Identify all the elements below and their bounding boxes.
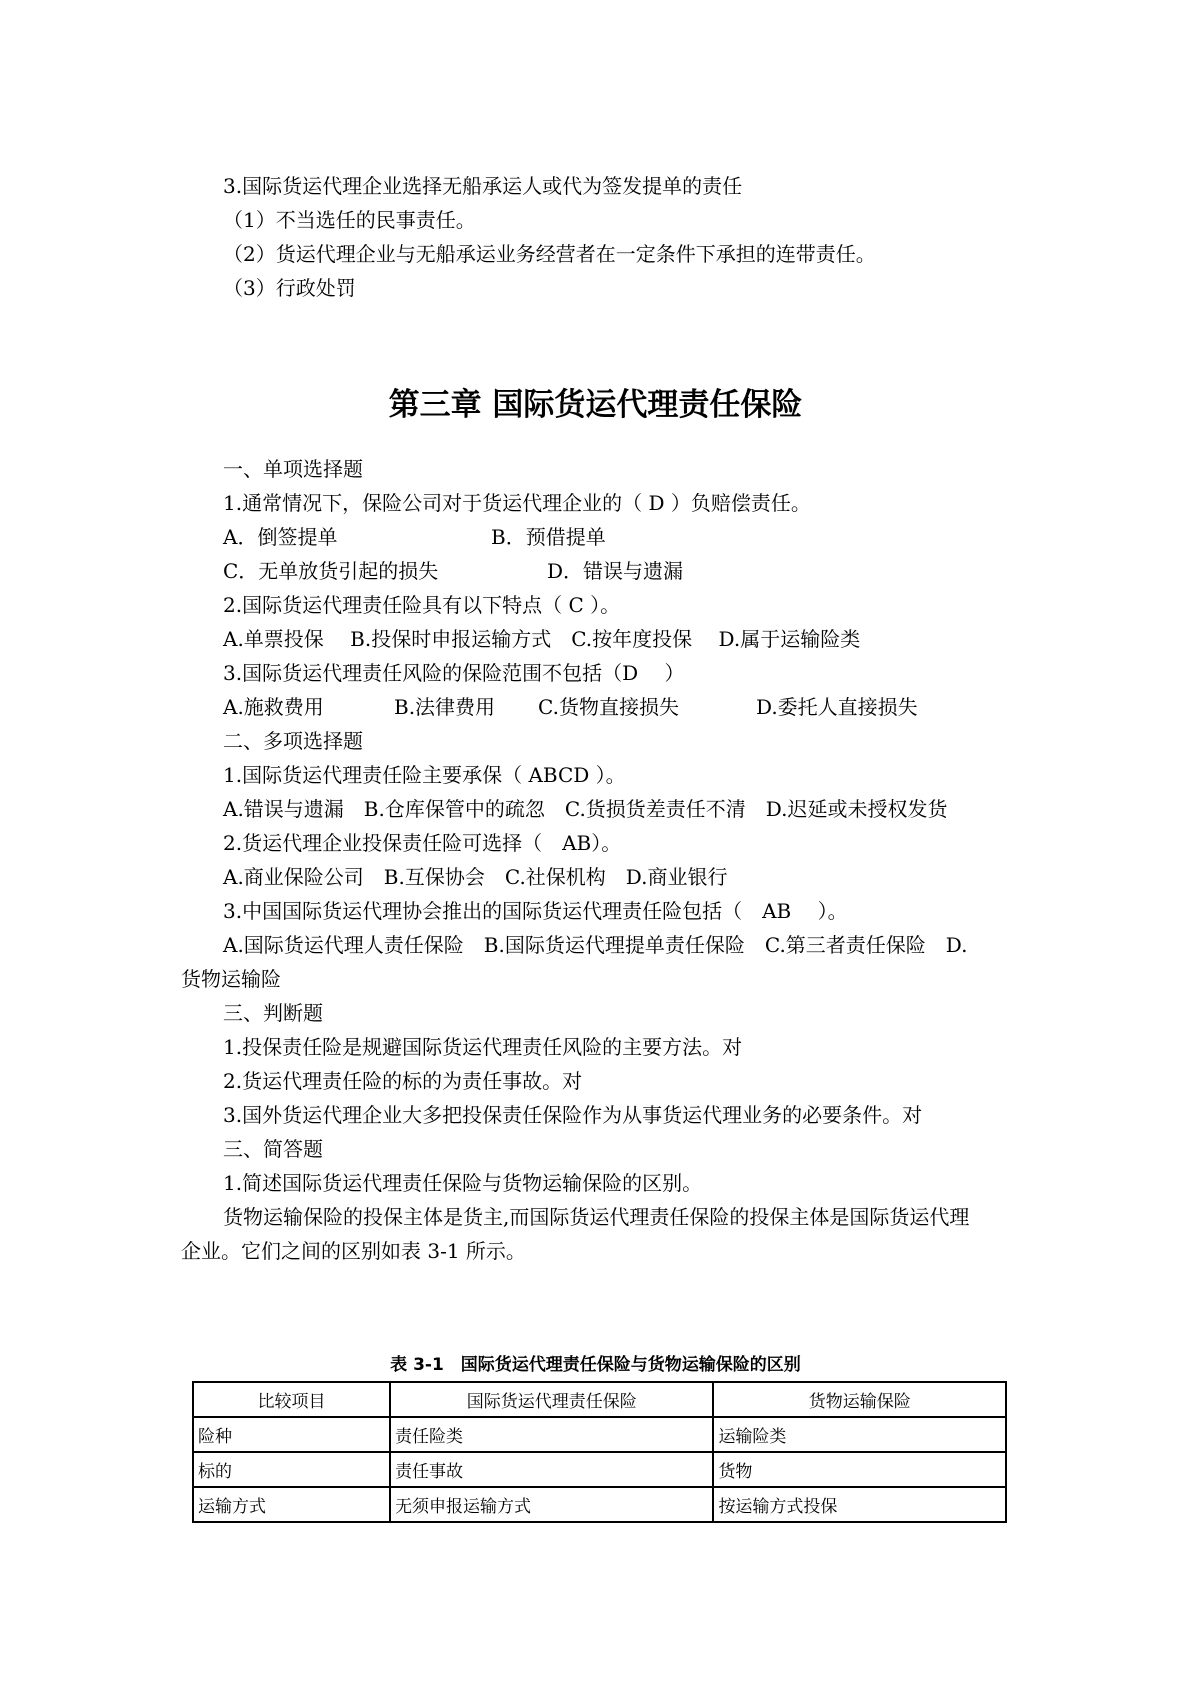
option-b: B.法律费用 <box>394 695 496 719</box>
table-cell: 按运输方式投保 <box>713 1487 1006 1522</box>
table-cell: 运输方式 <box>193 1487 390 1522</box>
options-line: A.错误与遗漏 B.仓库保管中的疏忽 C.货损货差责任不清 D.迟延或未授权发货 <box>223 797 948 821</box>
table-cell: 险种 <box>193 1417 390 1452</box>
comparison-table <box>192 1381 1007 1523</box>
answer-paragraph-line: 货物运输保险的投保主体是货主,而国际货运代理责任保险的投保主体是国际货运代理 <box>223 1205 970 1229</box>
table-header-cell: 国际货运代理责任保险 <box>390 1382 713 1417</box>
options-line-continued: 货物运输险 <box>181 967 281 991</box>
table-cell: 运输险类 <box>713 1417 1006 1452</box>
section-heading-single-choice: 一、单项选择题 <box>223 457 363 481</box>
statement-text: 2.货运代理责任险的标的为责任事故。对 <box>223 1069 583 1093</box>
option-d: D．错误与遗漏 <box>547 559 684 583</box>
question-text: 1.国际货运代理责任险主要承保（ ABCD ）。 <box>223 763 626 787</box>
table-header-cell: 货物运输保险 <box>713 1382 1006 1417</box>
question-text: 2.货运代理企业投保责任险可选择（ AB）。 <box>223 831 622 855</box>
chapter-title: 第三章 国际货运代理责任保险 <box>388 387 803 423</box>
table-cell: 标的 <box>193 1452 390 1487</box>
question-text: 2.国际货运代理责任险具有以下特点（ C ）。 <box>223 593 621 617</box>
table-cell: 货物 <box>713 1452 1006 1487</box>
options-line: A.商业保险公司 B.互保协会 C.社保机构 D.商业银行 <box>223 865 728 889</box>
option-a: A.施救费用 <box>223 695 324 719</box>
statement-text: 1.投保责任险是规避国际货运代理责任风险的主要方法。对 <box>223 1035 743 1059</box>
top-line-3: （2）货运代理企业与无船承运业务经营者在一定条件下承担的连带责任。 <box>223 242 876 266</box>
statement-text: 3.国外货运代理企业大多把投保责任保险作为从事货运代理业务的必要条件。对 <box>223 1103 923 1127</box>
top-line-4: （3）行政处罚 <box>223 276 356 300</box>
top-line-2: （1）不当选任的民事责任。 <box>223 208 476 232</box>
option-a: A．倒签提单 <box>223 525 338 549</box>
table-cell: 责任事故 <box>390 1452 713 1487</box>
table-cell: 无须申报运输方式 <box>390 1487 713 1522</box>
top-line-1: 3.国际货运代理企业选择无船承运人或代为签发提单的责任 <box>223 174 743 198</box>
question-text: 1.简述国际货运代理责任保险与货物运输保险的区别。 <box>223 1171 703 1195</box>
table-header-cell: 比较项目 <box>193 1382 390 1417</box>
section-heading-short-answer: 三、简答题 <box>223 1137 323 1161</box>
option-d: D.委托人直接损失 <box>756 695 918 719</box>
table-caption: 表 3-1 国际货运代理责任保险与货物运输保险的区别 <box>390 1355 801 1375</box>
option-c: C.货物直接损失 <box>538 695 679 719</box>
table-row <box>193 1487 1006 1522</box>
answer-paragraph-line: 企业。它们之间的区别如表 3-1 所示。 <box>181 1239 526 1263</box>
question-text: 3.国际货运代理责任风险的保险范围不包括（D ） <box>223 661 685 685</box>
question-text: 1.通常情况下，保险公司对于货运代理企业的（ D ）负赔偿责任。 <box>223 491 811 515</box>
table-row <box>193 1452 1006 1487</box>
table-row <box>193 1417 1006 1452</box>
options-line: A.单票投保 B.投保时申报运输方式 C.按年度投保 D.属于运输险类 <box>223 627 861 651</box>
table-cell: 责任险类 <box>390 1417 713 1452</box>
option-b: B．预借提单 <box>491 525 606 549</box>
section-heading-true-false: 三、判断题 <box>223 1001 323 1025</box>
option-c: C．无单放货引起的损失 <box>223 559 439 583</box>
options-line: A.国际货运代理人责任保险 B.国际货运代理提单责任保险 C.第三者责任保险 D. <box>223 933 968 957</box>
table-header-row <box>193 1382 1006 1417</box>
question-text: 3.中国国际货运代理协会推出的国际货运代理责任险包括（ AB ）。 <box>223 899 848 923</box>
section-heading-multiple-choice: 二、多项选择题 <box>223 729 363 753</box>
